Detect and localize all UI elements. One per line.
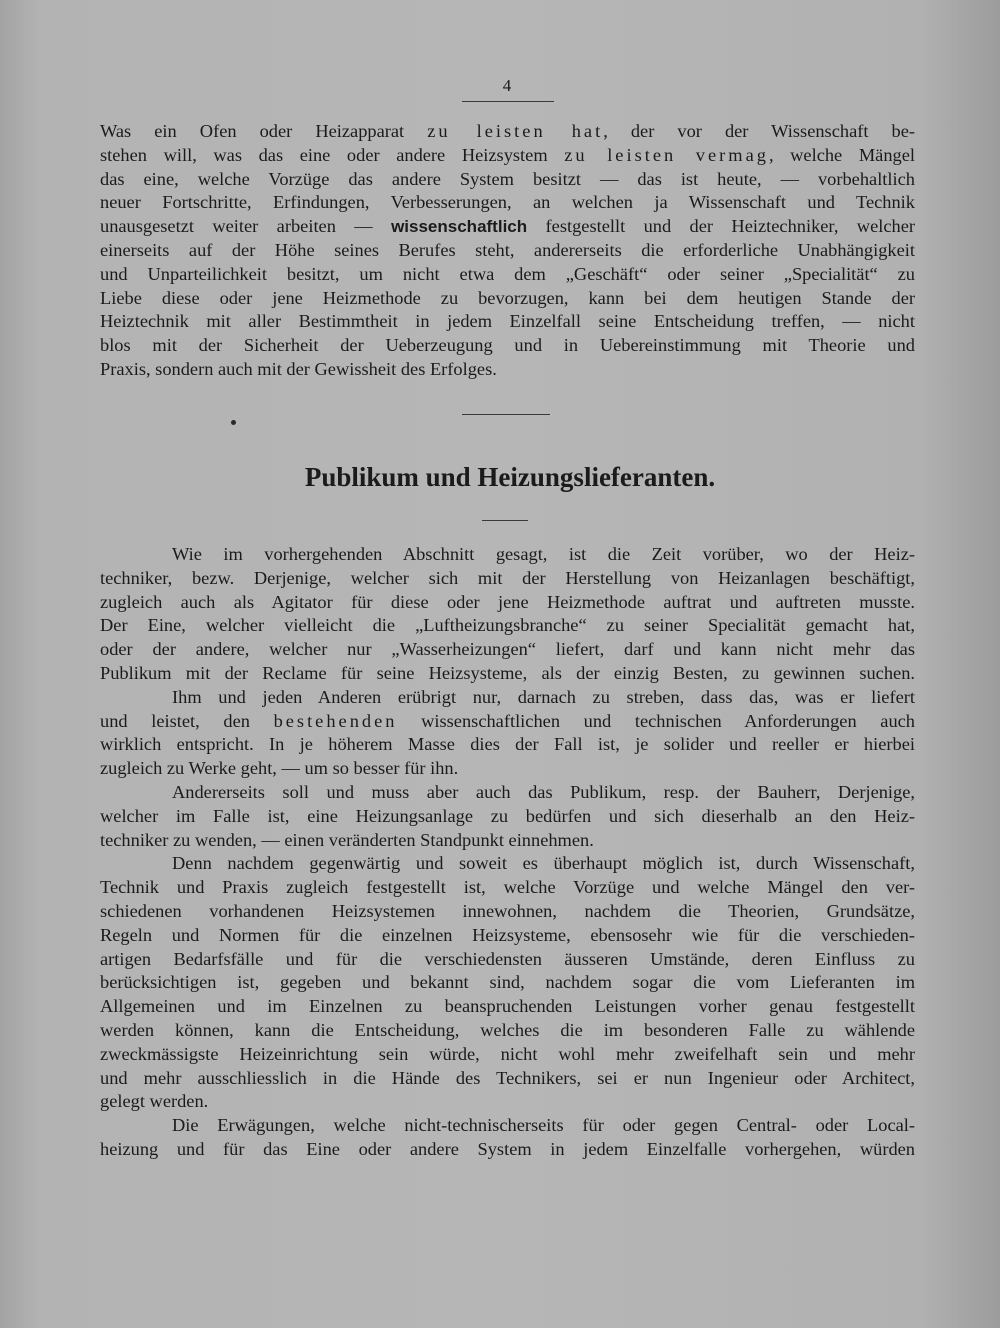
line-text: berücksichtigen ist, gegeben und bekannt sind, nachdem sogar die vom Lieferanten im	[100, 972, 915, 993]
text-line	[100, 686, 915, 710]
text-line	[100, 144, 915, 168]
line-text: Der Eine, welcher vielleicht die „Luftheizungsbranche“ zu seiner Specialität gemacht hat,	[100, 615, 915, 636]
text-line	[100, 852, 915, 876]
line-text: Allgemeinen und im Einzelnen zu beanspruchenden Leistungen vorher genau festgestellt	[100, 996, 915, 1017]
text-line	[100, 1019, 915, 1043]
line-text: wissenschaftlichen und technischen Anforderungen auch	[397, 710, 915, 731]
line-text: festgestellt und der Heiztechniker, welcher	[527, 216, 915, 237]
emphasis-text: zu leisten hat	[427, 121, 604, 141]
text-line	[100, 805, 915, 829]
section-heading: Publikum und Heizungslieferanten.	[304, 462, 716, 492]
heading-rule	[482, 520, 528, 521]
text-line	[100, 263, 915, 287]
text-line	[100, 781, 915, 805]
text-line	[100, 757, 915, 781]
text-line	[100, 168, 915, 192]
line-text: Denn nachdem gegenwärtig und soweit es überhaupt möglich ist, durch Wissenschaft,	[172, 853, 915, 874]
text-line	[100, 1067, 915, 1091]
text-line	[100, 567, 915, 591]
line-text: und leistet, den	[100, 710, 274, 731]
emphasis-text: wissenschaftlich	[391, 217, 528, 237]
text-line	[100, 733, 915, 757]
line-text: Andererseits soll und muss aber auch das Publikum, resp. der Bauherr, Derjenige,	[172, 781, 915, 802]
text-line	[100, 924, 915, 948]
line-text: wirklich entspricht. In je höherem Masse dies der Fall ist, je solider und reeller er hierbei	[100, 734, 915, 755]
line-text: artigen Bedarfsfälle und für die verschiedensten äusseren Umstände, deren Einfluss zu	[100, 948, 915, 969]
line-text: Publikum mit der Reclame für seine Heizsysteme, als der einzig Besten, zu gewinnen suchen.	[100, 662, 915, 683]
text-line	[100, 215, 915, 239]
text-line	[100, 120, 915, 144]
line-text: gelegt werden.	[100, 1091, 209, 1112]
line-text: , welche Mängel	[768, 144, 916, 165]
text-line	[100, 591, 915, 615]
text-line	[100, 948, 915, 972]
line-text: zugleich zu Werke geht, — um so besser für ihn.	[100, 758, 459, 779]
line-text: stehen will, was das eine oder andere Heizsystem	[100, 144, 565, 165]
line-text: heizung und für das Eine oder andere System in jedem Einzelfalle vorhergehen, würden	[100, 1138, 915, 1159]
line-text: techniker zu wenden, — einen veränderten Standpunkt einnehmen.	[100, 829, 594, 850]
section-body	[100, 543, 915, 1162]
text-line	[100, 1043, 915, 1067]
line-text: techniker, bezw. Derjenige, welcher sich mit der Herstellung von Heizanlagen beschäftigt,	[100, 567, 915, 588]
line-text: Ihm und jeden Anderen erübrigt nur, darnach zu streben, dass das, was er liefert	[172, 686, 915, 707]
text-line	[100, 334, 915, 358]
line-text: zugleich auch als Agitator für diese oder jene Heizmethode auftrat und auftreten musste.	[100, 591, 915, 612]
text-line	[100, 662, 915, 686]
text-line	[100, 310, 915, 334]
line-text: Technik und Praxis zugleich festgestellt ist, welche Vorzüge und welche Mängel den ver-	[100, 877, 915, 898]
line-text: Was ein Ofen oder Heizapparat	[100, 121, 428, 141]
line-text: Liebe diese oder jene Heizmethode zu bevorzugen, kann bei dem heutigen Stande der	[100, 287, 915, 308]
emphasis-text: bestehenden	[273, 710, 398, 731]
line-text: einerseits auf der Höhe seines Berufes steht, andererseits die erforderliche Unabhängigkeit	[100, 239, 915, 260]
text-line	[100, 710, 915, 734]
text-line	[100, 971, 915, 995]
text-line	[100, 287, 915, 311]
text-line	[100, 638, 915, 662]
line-text: Heiztechnik mit aller Bestimmtheit in jedem Einzelfall seine Entscheidung treffen, — nicht	[100, 311, 915, 332]
text-line	[100, 900, 915, 924]
line-text: Praxis, sondern auch mit der Gewissheit des Erfolges.	[100, 358, 497, 379]
text-line	[100, 614, 915, 638]
top-rule	[462, 101, 554, 102]
line-text: Die Erwägungen, welche nicht-technischerseits für oder gegen Central- oder Local-	[172, 1115, 915, 1136]
text-line	[100, 1114, 915, 1138]
line-text: Wie im vorhergehenden Abschnitt gesagt, ist die Zeit vorüber, wo der Heiz-	[172, 544, 915, 564]
intro-paragraph	[100, 120, 915, 382]
line-text: und mehr ausschliesslich in die Hände des Technikers, sei er nun Ingenieur oder Architect,	[100, 1067, 915, 1088]
line-text: zweckmässigste Heizeinrichtung sein würde, nicht wohl mehr zweifelhaft sein und mehr	[100, 1043, 915, 1064]
text-line	[100, 876, 915, 900]
line-text: und Unparteilichkeit besitzt, um nicht etwa dem „Geschäft“ oder seiner „Specialität“ zu	[100, 263, 915, 284]
line-text: unausgesetzt weiter arbeiten —	[100, 216, 392, 237]
text-line	[100, 1138, 915, 1162]
ink-dot	[231, 420, 236, 425]
line-text: schiedenen vorhandenen Heizsystemen innewohnen, nachdem die Theorien, Grundsätze,	[100, 900, 915, 921]
text-line	[100, 543, 915, 567]
text-line	[100, 829, 915, 853]
line-text: , der vor der Wissenschaft be-	[603, 121, 916, 141]
text-line	[100, 995, 915, 1019]
section-divider	[462, 414, 550, 415]
line-text: Regeln und Normen für die einzelnen Heizsysteme, ebensosehr wie für die verschieden-	[100, 924, 915, 945]
page-number: 4	[502, 76, 512, 95]
text-line	[100, 239, 915, 263]
emphasis-text: zu leisten vermag	[564, 144, 769, 165]
text-line	[100, 358, 915, 382]
text-line	[100, 191, 915, 215]
line-text: das eine, welche Vorzüge das andere System besitzt — das ist heute, — vorbehaltlich	[100, 168, 915, 189]
line-text: werden können, kann die Entscheidung, welches die im besonderen Falle zu wählende	[100, 1019, 915, 1040]
text-line	[100, 1090, 915, 1114]
line-text: welcher im Falle ist, eine Heizungsanlage zu bedürfen und sich dieserhalb an den Heiz-	[100, 805, 915, 826]
line-text: blos mit der Sicherheit der Ueberzeugung und in Uebereinstimmung mit Theorie und	[100, 335, 915, 356]
line-text: neuer Fortschritte, Erfindungen, Verbesserungen, an welchen ja Wissenschaft und Technik	[100, 192, 915, 213]
line-text: oder der andere, welcher nur „Wasserheizungen“ liefert, darf und kann nicht mehr das	[100, 639, 915, 660]
